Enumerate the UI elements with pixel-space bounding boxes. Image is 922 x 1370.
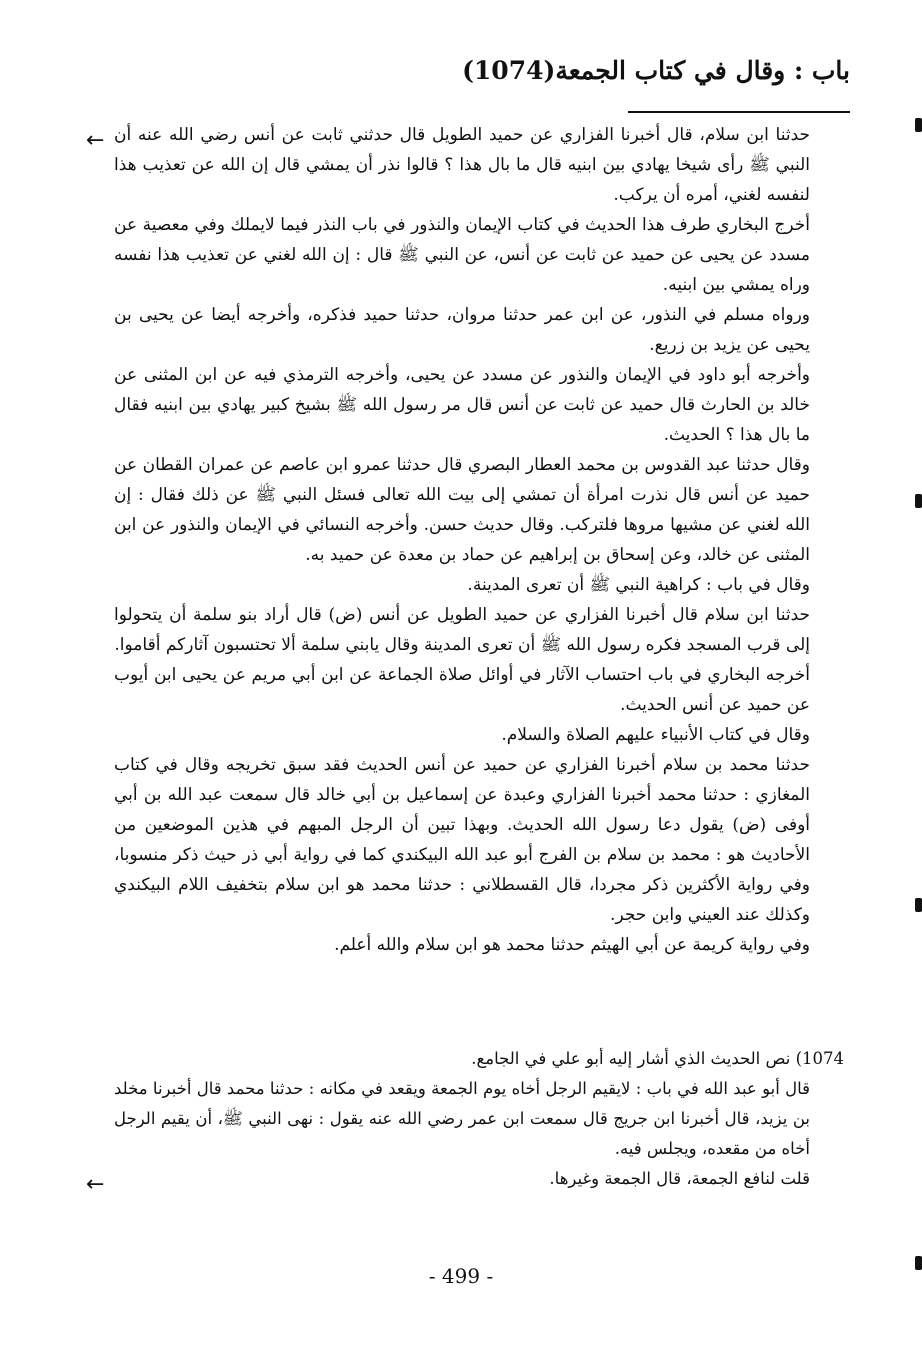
paragraph: ورواه مسلم في النذور، عن ابن عمر حدثنا مروان، حدثنا حميد فذكره، وأخرجه أيضا عن يحيى بن يحيى عن يزيد بن زريع.	[114, 305, 810, 355]
paragraph: حدثنا ابن سلام، قال أخبرنا الفزاري عن حميد الطويل قال حدثني ثابت عن أنس رضي الله عنه أن النبي ﷺ رأى شيخا يهادي بين ابنيه قال ما بال هذا ؟ قالوا نذر أن يمشي قال إن الله عن تعذيب هذا لنفسه لغني، أمره أن يركب.	[114, 125, 810, 205]
paragraph: وقال في كتاب الأنبياء عليهم الصلاة والسلام.	[501, 725, 810, 745]
scan-edge-mark	[915, 494, 922, 508]
continuation-arrow-icon: ←	[86, 1172, 105, 1197]
footnote-marker: 1074)	[795, 1049, 844, 1068]
footnote	[114, 1044, 844, 1194]
footnote-last-line: قلت لنافع الجمعة، قال الجمعة وغيرها.	[549, 1169, 810, 1188]
page-number: - 499 -	[428, 1264, 494, 1288]
paragraph: وفي رواية كريمة عن أبي الهيثم حدثنا محمد هو ابن سلام والله أعلم.	[334, 935, 810, 955]
paragraph: وقال حدثنا عبد القدوس بن محمد العطار البصري قال حدثنا عمرو ابن عاصم عن عمران القطان عن حميد عن أنس قال نذرت امرأة أن تمشي إلى بيت الله تعالى فسئل النبي ﷺ عن ذلك فقال : إن الله لغني عن مشيها مروها فلتركب. وقال حديث حسن. وأخرجه النسائي في الإيمان والنذور عن ابن المثنى عن خالد، وعن إسحاق بن إبراهيم عن حماد بن معدة عن حميد به.	[114, 455, 810, 565]
continuation-arrow-icon: ←	[86, 128, 105, 153]
paragraph: حدثنا ابن سلام قال أخبرنا الفزاري عن حميد الطويل عن أنس (ض) قال أراد بنو سلمة أن يتحولوا إلى قرب المسجد فكره رسول الله ﷺ أن تعرى المدينة وقال يابني سلمة ألا تحتسبون آثاركم أقاموا.	[114, 605, 810, 655]
scan-edge-mark	[915, 898, 922, 912]
scan-edge-mark	[915, 118, 922, 132]
footnote-intro: نص الحديث الذي أشار إليه أبو علي في الجامع.	[471, 1049, 791, 1068]
chapter-heading: باب : وقال في كتاب الجمعة(1074)	[462, 56, 850, 85]
paragraph: وقال في باب : كراهية النبي ﷺ أن تعرى المدينة.	[467, 575, 810, 595]
footnote-text: قال أبو عبد الله في باب : لايقيم الرجل أخاه يوم الجمعة ويقعد في مكانه : حدثنا محمد قال أخبرنا مخلد بن يزيد، قال أخبرنا ابن جريج قال سمعت ابن عمر رضي الله عنه يقول : نهى النبي ﷺ، أن يقيم الرجل أخاه من مقعده، ويجلس فيه.	[114, 1079, 810, 1158]
scan-edge-mark	[915, 1256, 922, 1270]
paragraph: أخرجه البخاري في باب احتساب الآثار في أوائل صلاة الجماعة عن ابن أبي مريم عن يحيى ابن أيوب عن حميد عن أنس الحديث.	[114, 665, 810, 715]
footnote-heading	[114, 1044, 844, 1074]
heading-underline	[628, 111, 850, 113]
paragraph: وأخرجه أبو داود في الإيمان والنذور عن مسدد عن يحيى، وأخرجه الترمذي فيه عن ابن المثنى عن خالد بن الحارث قال حميد عن ثابت عن أنس قال مر رسول الله ﷺ بشيخ كبير يهادي بين ابنيه فقال ما بال هذا ؟ الحديث.	[114, 365, 810, 445]
paragraph: أخرج البخاري طرف هذا الحديث في كتاب الإيمان والنذور في باب النذر فيما لايملك وفي معصية عن مسدد عن يحيى عن حميد عن ثابت عن أنس، عن النبي ﷺ قال : إن الله لغني عن تعذيب هذا نفسه وراه يمشي بين ابنيه.	[114, 215, 810, 295]
paragraph: حدثنا محمد بن سلام أخبرنا الفزاري عن حميد عن أنس الحديث فقد سبق تخريجه وقال في كتاب المغازي : حدثنا محمد أخبرنا الفزاري وعبدة عن إسماعيل بن أبي خالد قال سمعت عبد الله بن أبي أوفى (ض) يقول دعا رسول الله الحديث. وبهذا تبين أن الرجل المبهم في هذين الموضعين من الأحاديث هو : محمد بن سلام بن الفرج أبو عبد الله البيكندي كما في رواية أبي ذر حيث ذكر منسوبا، وفي رواية الأكثرين ذكر مجردا، قال القسطلاني : حدثنا محمد هو ابن سلام بتخفيف اللام البيكندي وكذلك عند العيني وابن حجر.	[114, 755, 810, 925]
main-text	[114, 120, 810, 960]
